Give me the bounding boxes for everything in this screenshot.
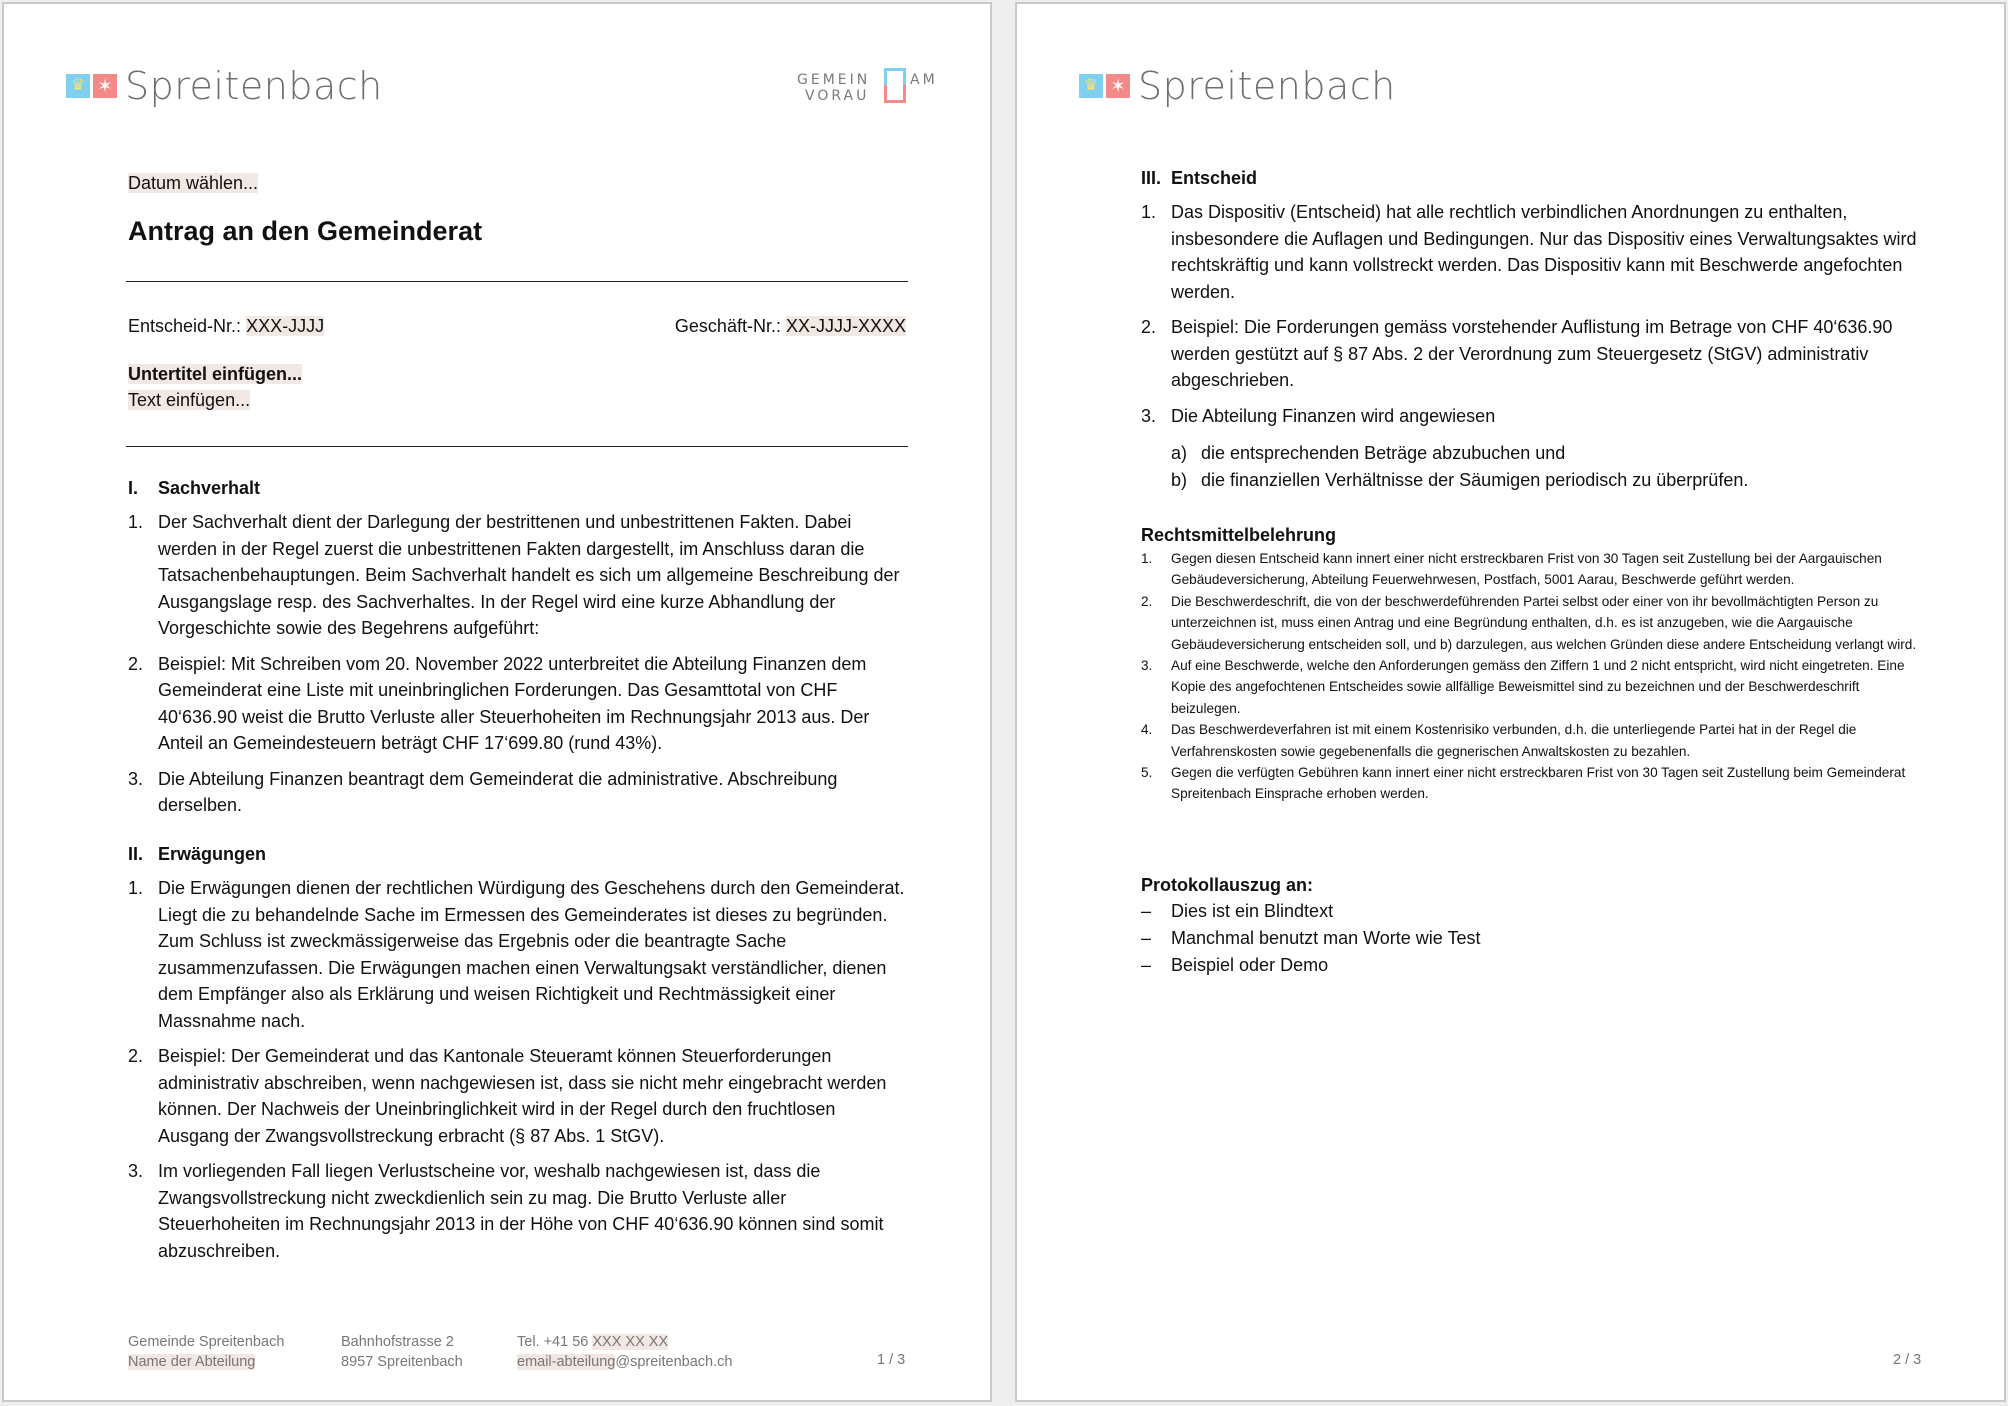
list-item: 1. Die Erwägungen dienen der rechtlichen Würdigung des Geschehens durch den Gemeinderat. Liegt die zu behandelnde Sache im Ermessen des Gemeinderates ist dieses zu begründen. Zum Schluss ist zweckmässigerweise das Ergebnis oder die beantragte Sache zusammenzufassen. Die Erwägungen machen einen Verwaltungsakt verständlicher, dienen dem Empfänger also als Erklärung und weisen Richtigkeit und Rechtmässigkeit einer Massnahme nach. (128, 878, 905, 1031)
divider (126, 446, 908, 447)
footer-org (128, 1332, 284, 1372)
slogan-suffix: AM (910, 72, 938, 88)
footer-email-domain: @spreitenbach.ch (615, 1354, 733, 1370)
six-point-star-icon: ✶ (93, 74, 117, 98)
six-point-star-icon: ✶ (1106, 74, 1130, 98)
section-rechtsmittelbelehrung (1141, 522, 1929, 805)
footer-contact (517, 1332, 732, 1372)
slogan-line-1: GEMEIN (797, 72, 871, 88)
entscheid-number-field[interactable]: XXX-JJJJ (246, 316, 325, 336)
sub-list-item: a) die entsprechenden Beträge abzubuchen und (1171, 443, 1566, 463)
brand-name: Spreitenbach (125, 64, 383, 108)
slogan-line-2: VORAU (805, 88, 870, 104)
brand-name: Spreitenbach (1138, 64, 1396, 108)
municipal-crest-icon: ♛ (66, 74, 90, 98)
footer-street: Bahnhofstrasse 2 (341, 1334, 454, 1350)
section-title: Entscheid (1171, 168, 1258, 188)
divider (126, 281, 908, 282)
list-item: 2. Die Beschwerdeschrift, die von der beschwerdeführenden Partei selbst oder einer von ihr bevollmächtigten Person zu unterzeichnen ist, muss einen Antrag und eine Begründung enthalten, d.h. es ist anzugeben, wie die Aargauische Gebäudeversicherung entscheiden soll, und b) darzulegen, aus welchen Gründen diese andere Entscheidung verlangt wird. (1141, 593, 1917, 652)
department-field[interactable]: Name der Abteilung (128, 1354, 256, 1370)
geschaeft-number (675, 316, 906, 337)
footer-org-name: Gemeinde Spreitenbach (128, 1334, 285, 1350)
date-picker-field[interactable]: Datum wählen... (128, 173, 259, 193)
phone-field[interactable]: XXX XX XX (592, 1334, 669, 1350)
section-title: Rechtsmittelbelehrung (1141, 525, 1337, 545)
footer-city: 8957 Spreitenbach (341, 1354, 463, 1370)
section-title: Protokollauszug an: (1141, 875, 1314, 895)
section-number: III. (1141, 168, 1162, 188)
section-entscheid (1141, 168, 1929, 494)
list-item: 1. Das Dispositiv (Entscheid) hat alle rechtlich verbindlichen Anordnungen zu enthalten, insbesondere die Auflagen und Bedingungen. Nur das Dispositiv eines Verwaltungsaktes wird rechtskräftig und kann vollstreckt werden. Das Dispositiv kann mit Beschwerde angefochten werden. (1141, 202, 1917, 302)
list-item: 3. Auf eine Beschwerde, welche den Anforderungen gemäss den Ziffern 1 und 2 nicht entspricht, wird nicht eingetreten. Eine Kopie des angefochtenen Entscheides sowie allfällige Beweismittel sind zu bezeichnen und der Beschwerdeschrift beizulegen. (1141, 658, 1905, 716)
footer-tel-prefix: Tel. +41 56 (517, 1334, 593, 1350)
section-erwaegungen (128, 844, 906, 1273)
list-item: 2. Beispiel: Die Forderungen gemäss vorstehender Auflistung im Betrage von CHF 40‘636.90 werden gestützt auf § 87 Abs. 2 der Verordnung zum Steuergesetz (StGV) administrativ abgeschrieben. (1141, 317, 1893, 390)
page-number: 2 / 3 (1893, 1352, 1922, 1368)
list-item: 1. Gegen diesen Entscheid kann innert einer nicht erstreckbaren Frist von 30 Tagen seit Zustellung bei der Aargauischen Gebäudeversicherung, Abteilung Feuerwehrwesen, Postfach, 5001 Aarau, Beschwerde geführt werden. (1141, 551, 1882, 588)
list-item: 3. Die Abteilung Finanzen beantragt dem Gemeinderat die administrative. Abschreibung derselben. (128, 768, 838, 815)
s-shape-blue-icon (884, 68, 906, 85)
document-page-1 (2, 2, 992, 1402)
list-item: 2. Beispiel: Der Gemeinderat und das Kantonale Steueramt können Steuerforderungen administrativ abschreiben, wenn nachgewiesen ist, dass sie nicht mehr eingebracht werden können. Der Nachweis der Uneinbringlichkeit wird in der Regel durch den fruchtlosen Ausgang der Zwangsvollstreckung erbracht (§ 87 Abs. 1 StGV). (128, 1046, 887, 1146)
s-shape-red-icon (884, 85, 906, 103)
list-item: 2. Beispiel: Mit Schreiben vom 20. November 2022 unterbreitet die Abteilung Finanzen dem Gemeinderat eine Liste mit uneinbringlichen Forderungen. Das Gesamttotal von CHF 40‘636.90 weist die Brutto Verluste aller Steuerhoheiten im Rechnungsjahr 2013 aus. Der Anteil an Gemeindesteuern beträgt CHF 17‘699.80 (rund 43%). (128, 653, 870, 753)
list-item: 4. Das Beschwerdeverfahren ist mit einem Kostenrisiko verbunden, d.h. die unterliegende Partei hat in der Regel die Verfahrenskosten sowie gegebenenfalls die gegnerischen Anwaltskosten zu bezahlen. (1141, 722, 1857, 759)
section-title: Erwägungen (158, 844, 267, 864)
list-item: – Beispiel oder Demo (1141, 955, 1329, 975)
section-number: I. (128, 478, 139, 498)
section-title: Sachverhalt (158, 478, 261, 498)
entscheid-label: Entscheid-Nr.: (128, 316, 242, 336)
footer-address (341, 1332, 463, 1372)
entscheid-number (128, 316, 324, 337)
section-number: II. (128, 844, 144, 864)
document-page-2 (1015, 2, 2006, 1402)
text-field[interactable]: Text einfügen... (128, 390, 251, 410)
section-protokollauszug (1141, 872, 1929, 979)
brand-logo (66, 64, 383, 108)
list-item: – Dies ist ein Blindtext (1141, 901, 1334, 921)
gemeinsam-voraus-logo (797, 68, 937, 110)
section-sachverhalt (128, 478, 906, 828)
list-item: 1. Der Sachverhalt dient der Darlegung der bestrittenen und unbestrittenen Fakten. Dabei werden in der Regel zuerst die unbestrittenen Fakten dargestellt, im Anschluss daran die Tatsachenbehauptungen. Beim Sachverhalt handelt es sich um allgemeine Beschreibung der Ausgangslage resp. des Sachverhaltes. In der Regel wird eine kurze Abhandlung der Vorgeschichte sowie des Begehrens aufgeführt: (128, 512, 900, 638)
geschaeft-label: Geschäft-Nr.: (674, 316, 781, 336)
sub-list-item: b) die finanziellen Verhältnisse der Säumigen periodisch zu überprüfen. (1171, 470, 1749, 490)
municipal-crest-icon: ♛ (1079, 74, 1103, 98)
email-field[interactable]: email-abteilung (517, 1354, 616, 1370)
page-number: 1 / 3 (877, 1352, 906, 1368)
list-item: 3. Im vorliegenden Fall liegen Verlustscheine vor, weshalb nachgewiesen ist, dass die Zwangsvollstreckung nicht zweckdienlich sein zu mag. Die Brutto Verluste aller Steuerhoheiten im Rechnungsjahr 2013 in der Höhe von CHF 40‘636.90 können sind somit abzuschreiben. (128, 1161, 884, 1261)
brand-logo (1079, 64, 1396, 108)
geschaeft-number-field[interactable]: XX-JJJJ-XXXX (785, 316, 906, 336)
list-item: – Manchmal benutzt man Worte wie Test (1141, 928, 1481, 948)
subtitle-field[interactable]: Untertitel einfügen... (128, 364, 303, 384)
list-item: 3. Die Abteilung Finanzen wird angewiesen (1141, 405, 1496, 426)
document-title: Antrag an den Gemeinderat (128, 216, 483, 246)
list-item: 5. Gegen die verfügten Gebühren kann innert einer nicht erstreckbaren Frist von 30 Tagen seit Zustellung beim Gemeinderat Spreitenbach Einsprache erhoben werden. (1141, 765, 1906, 802)
